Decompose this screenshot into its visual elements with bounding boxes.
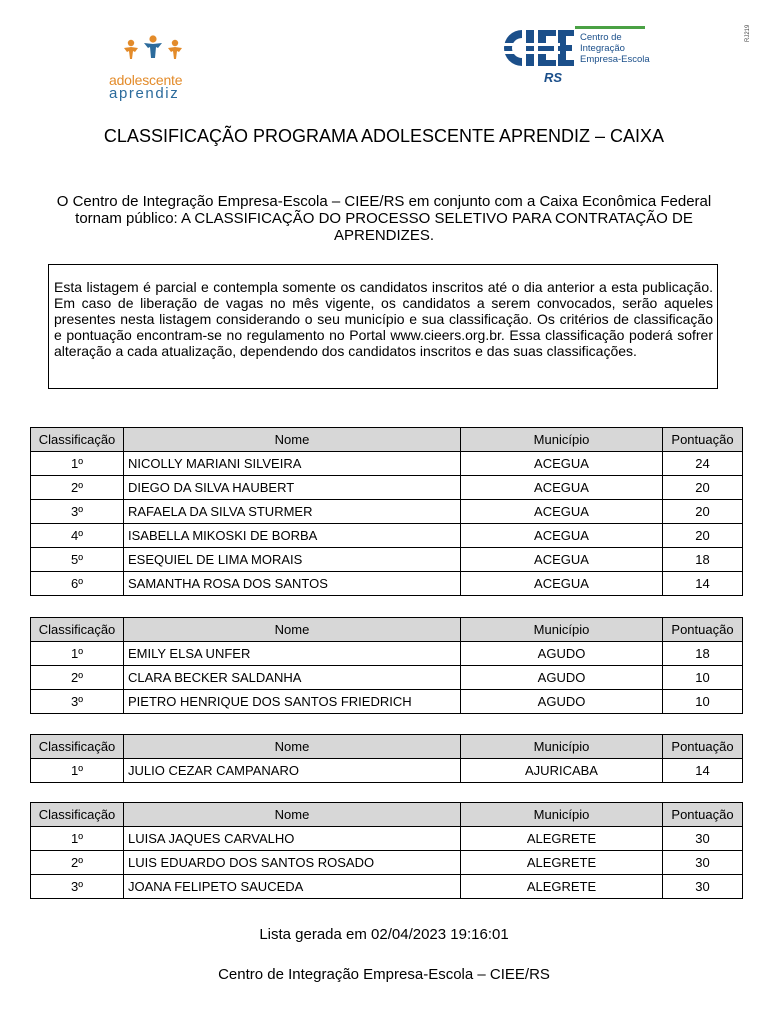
table-cell: CLARA BECKER SALDANHA (124, 666, 461, 690)
column-header: Nome (124, 618, 461, 642)
table-cell: ACEGUA (461, 524, 663, 548)
column-header: Pontuação (663, 735, 743, 759)
table-row (31, 548, 743, 572)
table-row (31, 452, 743, 476)
column-header: Nome (124, 735, 461, 759)
table-header-row (31, 428, 743, 452)
generated-timestamp: Lista gerada em 02/04/2023 19:16:01 (259, 926, 509, 943)
table-cell: 20 (663, 476, 743, 500)
table-row (31, 875, 743, 899)
column-header: Município (461, 803, 663, 827)
table-cell: AGUDO (461, 690, 663, 714)
logo-rs-text: RS (544, 70, 563, 85)
notice-box: Esta listagem é parcial e contempla somente os candidatos inscritos até o dia anterior a esta publicação. Em caso de liberação de vagas no mês vigente, os candidatos a serem convocados, serão aqueles presentes nesta listagem considerando o seu município e sua classificação. Os critérios de classificação e pontuação encontram-se no regulamento no Portal www.cieers.org.br. Essa classificação poderá sofrer alteração a cada atualização, dependendo dos candidatos inscritos e das suas classificações. (48, 264, 718, 389)
table-cell: 3º (31, 690, 124, 714)
column-header: Classificação (31, 428, 124, 452)
column-header: Classificação (31, 735, 124, 759)
column-header: Nome (124, 428, 461, 452)
table-cell: ALEGRETE (461, 875, 663, 899)
table-cell: 30 (663, 851, 743, 875)
column-header: Pontuação (663, 618, 743, 642)
logo-text-line2: aprendiz (109, 85, 180, 102)
table-cell: 14 (663, 759, 743, 783)
table-cell: 10 (663, 666, 743, 690)
table-cell: 4º (31, 524, 124, 548)
table-cell: DIEGO DA SILVA HAUBERT (124, 476, 461, 500)
table-row (31, 524, 743, 548)
table-cell: NICOLLY MARIANI SILVEIRA (124, 452, 461, 476)
table-cell: AGUDO (461, 642, 663, 666)
adolescente-aprendiz-logo (104, 34, 204, 104)
footer-organization: Centro de Integração Empresa-Escola – CIEE/RS (218, 966, 550, 983)
table-cell: 18 (663, 642, 743, 666)
logo-org-name: Centro de Integração Empresa-Escola (580, 32, 650, 65)
table-row (31, 759, 743, 783)
column-header: Município (461, 428, 663, 452)
column-header: Município (461, 735, 663, 759)
ranking-table (30, 617, 743, 714)
ranking-table (30, 802, 743, 899)
page-title: CLASSIFICAÇÃO PROGRAMA ADOLESCENTE APRENDIZ – CAIXA (103, 126, 665, 146)
table-cell: 18 (663, 548, 743, 572)
table-row (31, 690, 743, 714)
table-cell: 2º (31, 851, 124, 875)
table-cell: LUIS EDUARDO DOS SANTOS ROSADO (124, 851, 461, 875)
table-cell: 1º (31, 452, 124, 476)
side-code: RJ219 (745, 24, 751, 42)
table-cell: 2º (31, 666, 124, 690)
table-row (31, 666, 743, 690)
table-cell: 10 (663, 690, 743, 714)
table-cell: EMILY ELSA UNFER (124, 642, 461, 666)
intro-paragraph: O Centro de Integração Empresa-Escola – CIEE/RS em conjunto com a Caixa Econômica Federal tornam público: A CLASSIFICAÇÃO DO PROCESSO SELETIVO PARA CONTRATAÇÃO DE APRENDIZES. (56, 193, 712, 244)
table-row (31, 642, 743, 666)
column-header: Classificação (31, 803, 124, 827)
column-header: Município (461, 618, 663, 642)
table-row (31, 827, 743, 851)
table-cell: 1º (31, 642, 124, 666)
table-cell: 3º (31, 875, 124, 899)
table-cell: 24 (663, 452, 743, 476)
table-cell: 3º (31, 500, 124, 524)
people-icon (118, 34, 188, 70)
table-cell: JULIO CEZAR CAMPANARO (124, 759, 461, 783)
table-cell: AGUDO (461, 666, 663, 690)
table-cell: 1º (31, 759, 124, 783)
table-header-row (31, 735, 743, 759)
ranking-table (30, 734, 743, 783)
table-cell: ACEGUA (461, 572, 663, 596)
table-cell: 1º (31, 827, 124, 851)
table-cell: ALEGRETE (461, 851, 663, 875)
table-cell: ALEGRETE (461, 827, 663, 851)
table-row (31, 572, 743, 596)
table-header-row (31, 803, 743, 827)
table-cell: ESEQUIEL DE LIMA MORAIS (124, 548, 461, 572)
table-row (31, 500, 743, 524)
table-cell: 20 (663, 524, 743, 548)
table-cell: 30 (663, 827, 743, 851)
table-cell: JOANA FELIPETO SAUCEDA (124, 875, 461, 899)
table-header-row (31, 618, 743, 642)
table-cell: SAMANTHA ROSA DOS SANTOS (124, 572, 461, 596)
column-header: Pontuação (663, 803, 743, 827)
column-header: Classificação (31, 618, 124, 642)
table-cell: 2º (31, 476, 124, 500)
column-header: Pontuação (663, 428, 743, 452)
table-cell: ACEGUA (461, 452, 663, 476)
table-cell: ACEGUA (461, 500, 663, 524)
logo-text-line1: adolescente (109, 72, 183, 88)
table-cell: 14 (663, 572, 743, 596)
column-header: Nome (124, 803, 461, 827)
table-cell: AJURICABA (461, 759, 663, 783)
ciee-rs-logo (498, 24, 658, 90)
table-cell: 30 (663, 875, 743, 899)
ciee-mark-icon (498, 24, 574, 72)
table-cell: 5º (31, 548, 124, 572)
table-row (31, 851, 743, 875)
logo-green-line (575, 26, 645, 29)
table-cell: PIETRO HENRIQUE DOS SANTOS FRIEDRICH (124, 690, 461, 714)
table-cell: ACEGUA (461, 548, 663, 572)
table-cell: 6º (31, 572, 124, 596)
table-cell: RAFAELA DA SILVA STURMER (124, 500, 461, 524)
ranking-table (30, 427, 743, 596)
table-cell: ACEGUA (461, 476, 663, 500)
table-cell: LUISA JAQUES CARVALHO (124, 827, 461, 851)
table-cell: 20 (663, 500, 743, 524)
table-row (31, 476, 743, 500)
table-cell: ISABELLA MIKOSKI DE BORBA (124, 524, 461, 548)
